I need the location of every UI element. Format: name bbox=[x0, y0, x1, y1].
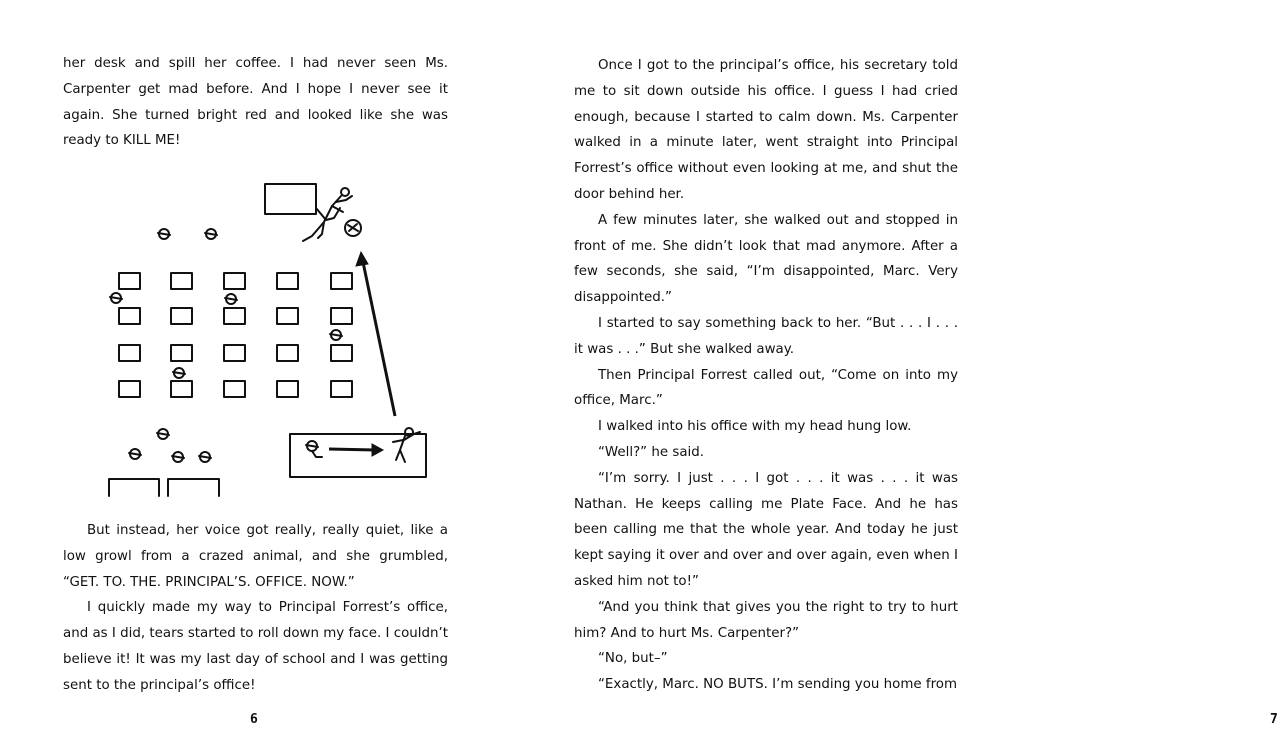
desk-grid bbox=[119, 273, 352, 397]
paragraph: I walked into his office with my head hung low. bbox=[598, 419, 912, 435]
paragraph: “Well?” he said. bbox=[598, 444, 705, 460]
right-text bbox=[574, 53, 958, 698]
page-number: 7 bbox=[1270, 712, 1278, 727]
table-shape bbox=[109, 479, 159, 496]
paragraph: “I’m sorry. I just . . . I got . . . it was . . . it was Nathan. He keeps calling me Plate Face. And he has been calling me that the whole year. And today he just kept saying it over and over and over again, even when I asked him not to!” bbox=[574, 470, 958, 589]
paragraph: Once I got to the principal’s office, his secretary told me to sit down outside his office. I guess I had cried enough, because I started to calm down. Ms. Carpenter walked in a minute later, went straight into Principal Forrest’s office without even looking at me, and shut the door behind her. bbox=[574, 58, 958, 202]
paragraph: Then Principal Forrest called out, “Come on into my office, Marc.” bbox=[574, 367, 958, 409]
board-shape bbox=[265, 184, 316, 214]
table-shape bbox=[168, 479, 219, 496]
paragraph: I started to say something back to her. “But . . . I . . . it was . . .” But she walked away. bbox=[574, 315, 958, 357]
right-page bbox=[510, 0, 1278, 749]
paragraph: her desk and spill her coffee. I had never seen Ms. Carpenter get mad before. And I hope I never see it again. She turned bright red and looked like she was ready to KILL ME! bbox=[63, 56, 448, 149]
paragraph: “No, but–” bbox=[598, 651, 668, 667]
paragraph: But instead, her voice got really, really quiet, like a low growl from a crazed animal, and she grumbled, “GET. TO. THE. PRINCIPAL’S. OFFICE. NOW.” bbox=[63, 523, 448, 590]
paragraph: I quickly made my way to Principal Forrest’s office, and as I did, tears started to roll down my face. I couldn’t believe it! It was my last day of school and I was getting sent to the principal’s office! bbox=[63, 600, 448, 693]
paragraph: “Exactly, Marc. NO BUTS. I’m sending you home from bbox=[598, 677, 958, 693]
left-top-text bbox=[63, 51, 448, 154]
paragraph: “And you think that gives you the right to try to hurt him? And to hurt Ms. Carpenter?” bbox=[574, 599, 958, 641]
page-number: 6 bbox=[250, 712, 258, 727]
classroom-map-illustration bbox=[100, 178, 440, 503]
left-bottom-text bbox=[63, 518, 448, 699]
left-page bbox=[0, 0, 510, 749]
paragraph: A few minutes later, she walked out and stopped in front of me. She didn’t look that mad anymore. After a few seconds, she said, “I’m disappointed, Marc. Very disappointed.” bbox=[574, 212, 958, 306]
